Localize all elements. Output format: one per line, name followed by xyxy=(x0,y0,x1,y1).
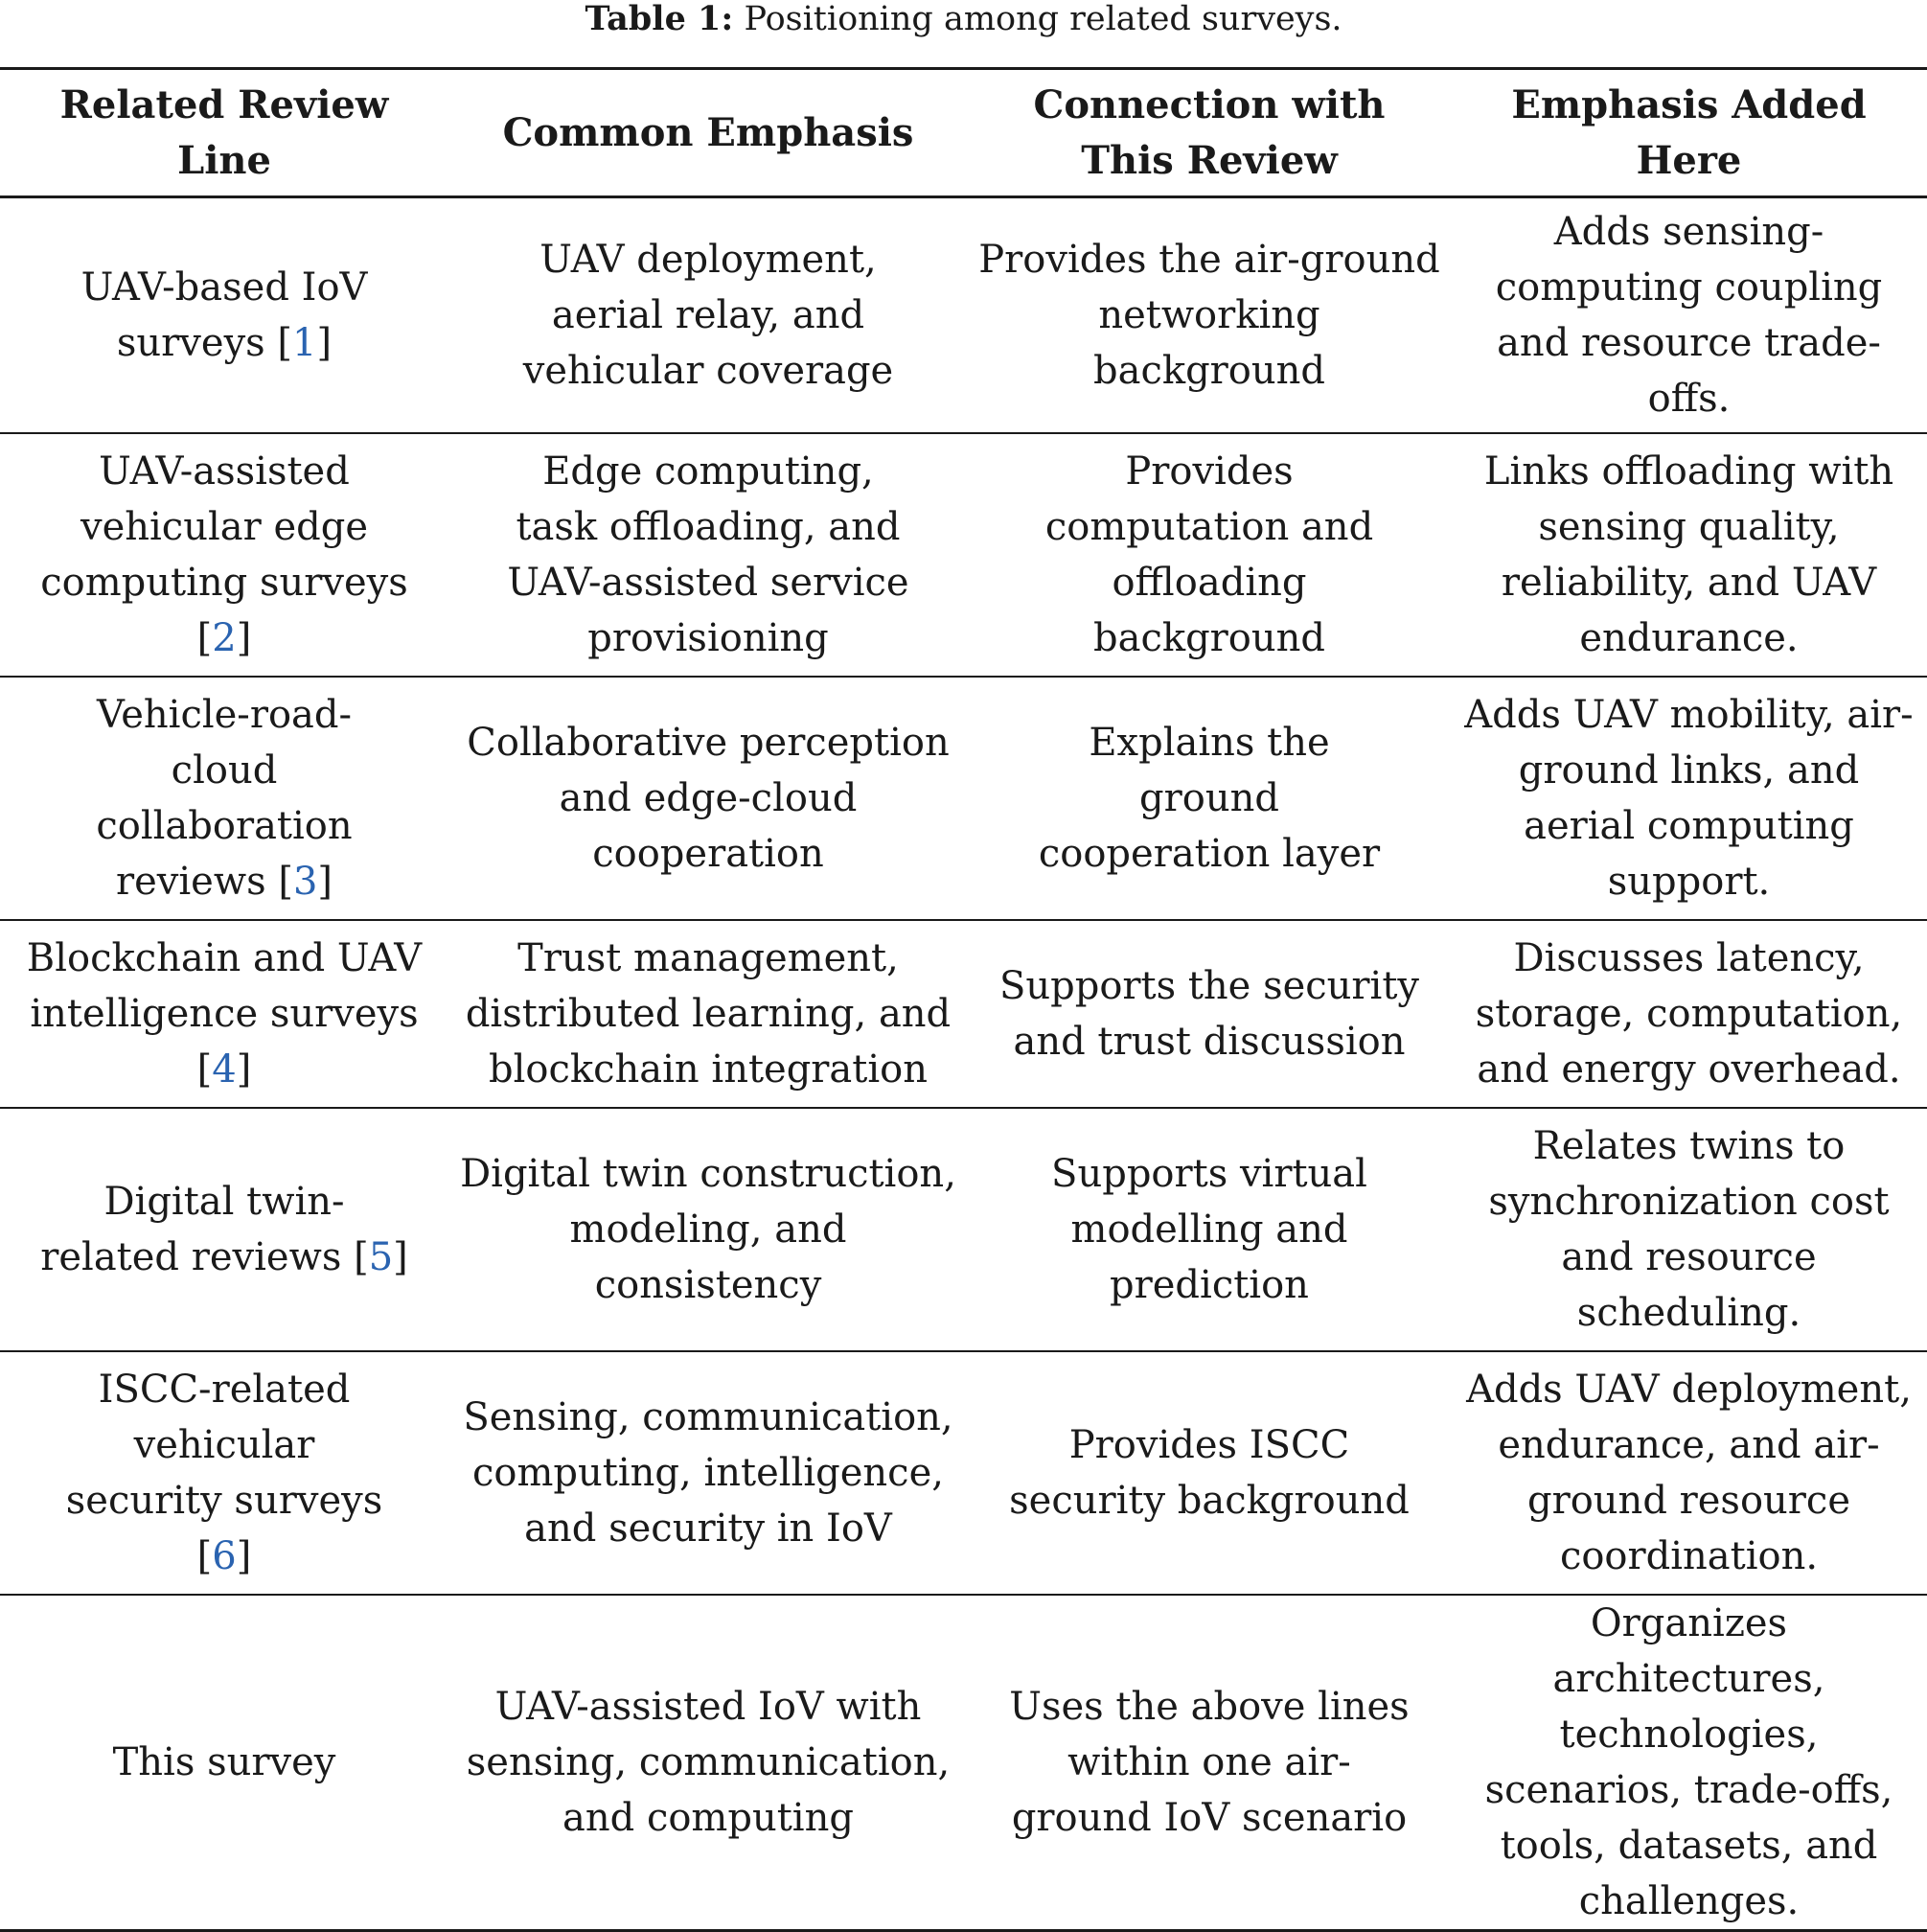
cell-common-emphasis: Sensing, communication, computing, intelligence, and security in IoV xyxy=(463,1394,953,1551)
cell-connection: Explains the ground cooperation layer xyxy=(1038,720,1381,876)
cell-review-line: UAV-assisted vehicular edge computing surveys [2] xyxy=(40,448,408,660)
table-caption-label: Table 1: xyxy=(585,0,734,38)
cell-emphasis-added: Organizes architectures, technologies, scenarios, trade-offs, tools, datasets, and challenges. xyxy=(1484,1600,1893,1923)
cell-emphasis-added: Links offloading with sensing quality, reliability, and UAV endurance. xyxy=(1483,448,1894,660)
cell-common-emphasis: Digital twin construction, modeling, and consistency xyxy=(460,1151,956,1307)
cell-emphasis-added: Discusses latency, storage, computation, and energy overhead. xyxy=(1475,935,1903,1092)
cell-review-line: UAV-based IoV surveys [1] xyxy=(80,264,368,365)
cell-common-emphasis: UAV-assisted IoV with sensing, communication, and computing xyxy=(466,1684,951,1840)
citation-link[interactable]: 1 xyxy=(292,320,317,365)
cell-emphasis-added: Relates twins to synchronization cost and resource scheduling. xyxy=(1488,1123,1890,1335)
table-header-row xyxy=(0,69,1927,197)
cell-common-emphasis: Edge computing, task offloading, and UAV-assisted service provisioning xyxy=(507,448,909,660)
cell-connection: Uses the above lines within one air-ground IoV scenario xyxy=(1009,1684,1410,1840)
table-row xyxy=(0,920,1927,1108)
table-header xyxy=(0,69,1927,197)
citation-link[interactable]: 3 xyxy=(292,859,318,904)
column-header-common-emphasis: Common Emphasis xyxy=(502,109,914,155)
cell-connection: Provides ISCC security background xyxy=(1009,1422,1410,1523)
cell-common-emphasis: UAV deployment, aerial relay, and vehicular coverage xyxy=(522,237,894,393)
cell-review-line: Blockchain and UAV intelligence surveys [4] xyxy=(26,935,423,1092)
cell-connection: Supports the security and trust discussion xyxy=(998,963,1420,1064)
table-row xyxy=(0,433,1927,677)
survey-positioning-table xyxy=(0,67,1927,1932)
cell-review-line: This survey xyxy=(112,1739,336,1784)
cell-common-emphasis: Trust management, distributed learning, and blockchain integration xyxy=(465,935,952,1092)
cell-emphasis-added: Adds UAV deployment, endurance, and air-ground resource coordination. xyxy=(1466,1367,1912,1578)
cell-common-emphasis: Collaborative perception and edge-cloud cooperation xyxy=(467,720,950,876)
column-header-emphasis-added: Emphasis Added Here xyxy=(1511,81,1867,183)
table-row xyxy=(0,677,1927,920)
table-row xyxy=(0,1595,1927,1931)
cell-review-line: Digital twin-related reviews [5] xyxy=(40,1179,408,1279)
cell-connection: Supports virtual modelling and prediction xyxy=(1051,1151,1367,1307)
cell-review-line: ISCC-related vehicular security surveys [6] xyxy=(65,1367,383,1578)
table-caption-text: Positioning among related surveys. xyxy=(744,0,1342,38)
table-row xyxy=(0,1351,1927,1595)
cell-emphasis-added: Adds sensing-computing coupling and resource trade-offs. xyxy=(1495,209,1883,421)
citation-link[interactable]: 4 xyxy=(212,1046,237,1092)
column-header-related-review-line: Related Review Line xyxy=(59,81,389,183)
table-row xyxy=(0,1108,1927,1351)
column-header-connection: Connection with This Review xyxy=(1033,81,1386,183)
cell-connection: Provides computation and offloading background xyxy=(1044,448,1374,660)
cell-emphasis-added: Adds UAV mobility, air-ground links, and aerial computing support. xyxy=(1464,692,1914,904)
table-caption xyxy=(0,0,1927,38)
table-row xyxy=(0,197,1927,433)
cell-connection: Provides the air-ground networking background xyxy=(978,237,1440,393)
citation-link[interactable]: 2 xyxy=(212,615,237,660)
cell-review-line: Vehicle-road-cloud collaboration reviews [3] xyxy=(96,692,353,904)
citation-link[interactable]: 5 xyxy=(368,1234,394,1279)
citation-link[interactable]: 6 xyxy=(212,1533,237,1578)
